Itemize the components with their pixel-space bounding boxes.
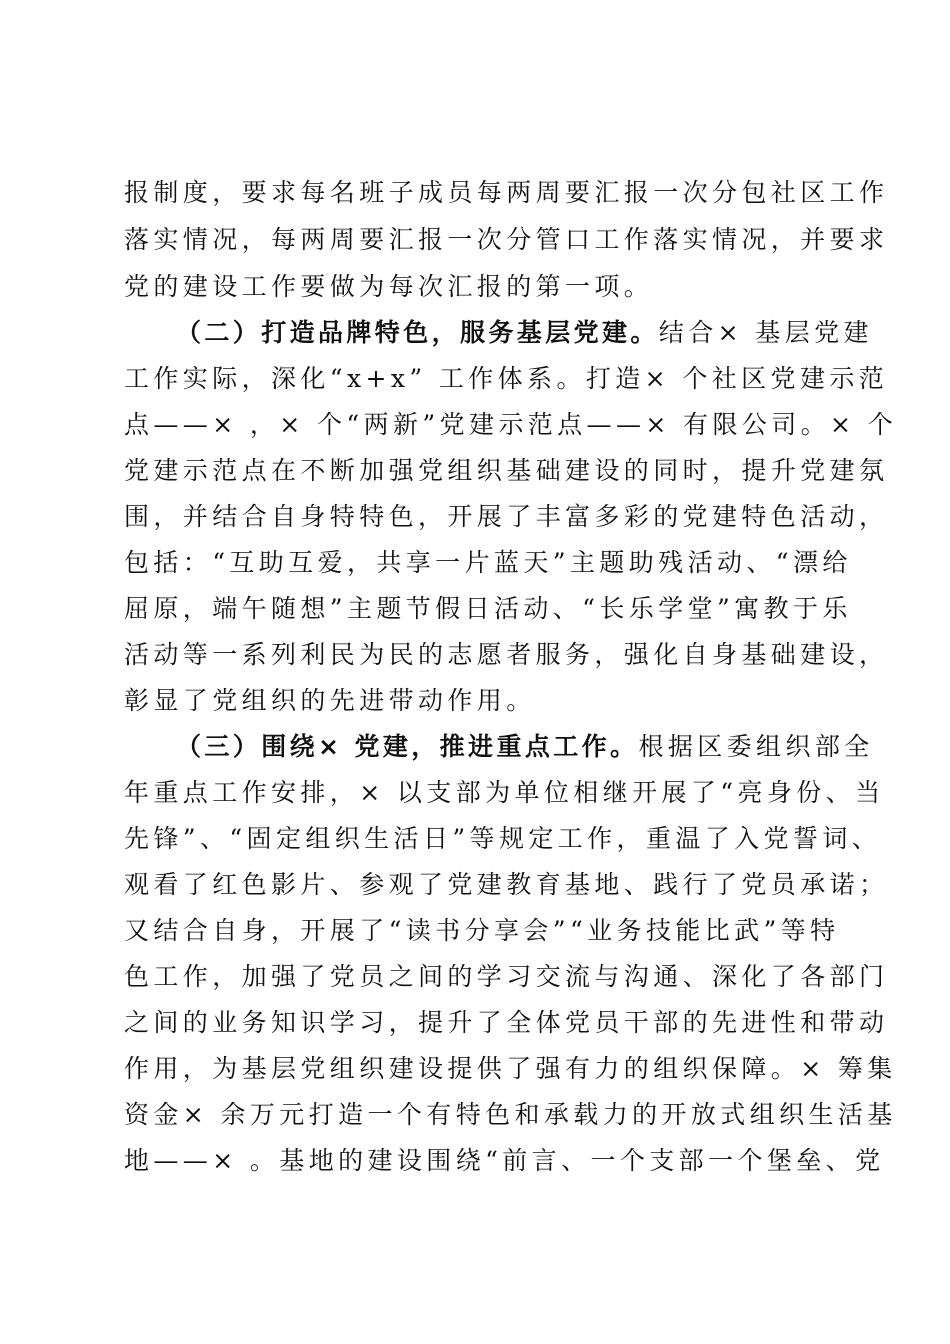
text-line: 落实情况，每两周要汇报一次分管口工作落实情况，并要求 [124,225,889,254]
text-line: 报制度，要求每名班子成员每两周要汇报一次分包社区工作 [124,178,889,207]
text-line: 作用，为基层党组织建设提供了强有力的组织保障。× 筹集 [124,1054,897,1083]
text-line: 工作实际，深化“x+x” 工作体系。打造× 个社区党建示范 [124,364,889,393]
text-line: 观看了红色影片、参观了党建教育基地、践行了党员承诺； [124,870,889,899]
text-line: 资金× 余万元打造一个有特色和承载力的开放式组织生活基 [124,1100,897,1129]
text-line: 包括：“互助互爱，共享一片蓝天”主题助残活动、“漂给 [124,548,852,577]
text-line: 党建示范点在不断加强党组织基础建设的同时，提升党建氛 [124,456,889,485]
text-line: 又结合自身，开展了“读书分享会”“业务技能比武”等特 [124,916,840,945]
text-line: 先锋”、“固定组织生活日”等规定工作，重温了入党誓词、 [124,824,882,853]
text-line: 之间的业务知识学习，提升了全体党员干部的先进性和带动 [124,1008,889,1037]
text-line: 彰显了党组织的先进带动作用。 [124,686,536,715]
text-run: 结合× 基层党建 [658,318,873,347]
text-run: 根据区委组织部全 [638,732,874,761]
section-heading: （三）围绕× 党建，推进重点工作。 [176,732,639,761]
text-line: 屈原，端午随想”主题节假日活动、“长乐学堂”寓教于乐 [124,594,852,623]
text-line: 点——× ，× 个“两新”党建示范点——× 有限公司。× 个 [124,410,898,439]
text-line: 党的建设工作要做为每次汇报的第一项。 [124,272,654,301]
text-line: 年重点工作安排，× 以支部为单位相继开展了“亮身份、当 [124,778,885,807]
section-heading: （二）打造品牌特色，服务基层党建。 [176,318,659,347]
paragraph-line [176,318,873,348]
text-line: 地——× 。基地的建设围绕“前言、一个支部一个堡垒、党 [124,1146,885,1175]
paragraph-line [176,732,874,762]
text-line: 色工作，加强了党员之间的学习交流与沟通、深化了各部门 [124,962,889,991]
text-line: 活动等一系列利民为民的志愿者服务，强化自身基础建设， [124,640,889,669]
text-line: 围，并结合自身特特色，开展了丰富多彩的党建特色活动， [124,502,889,531]
